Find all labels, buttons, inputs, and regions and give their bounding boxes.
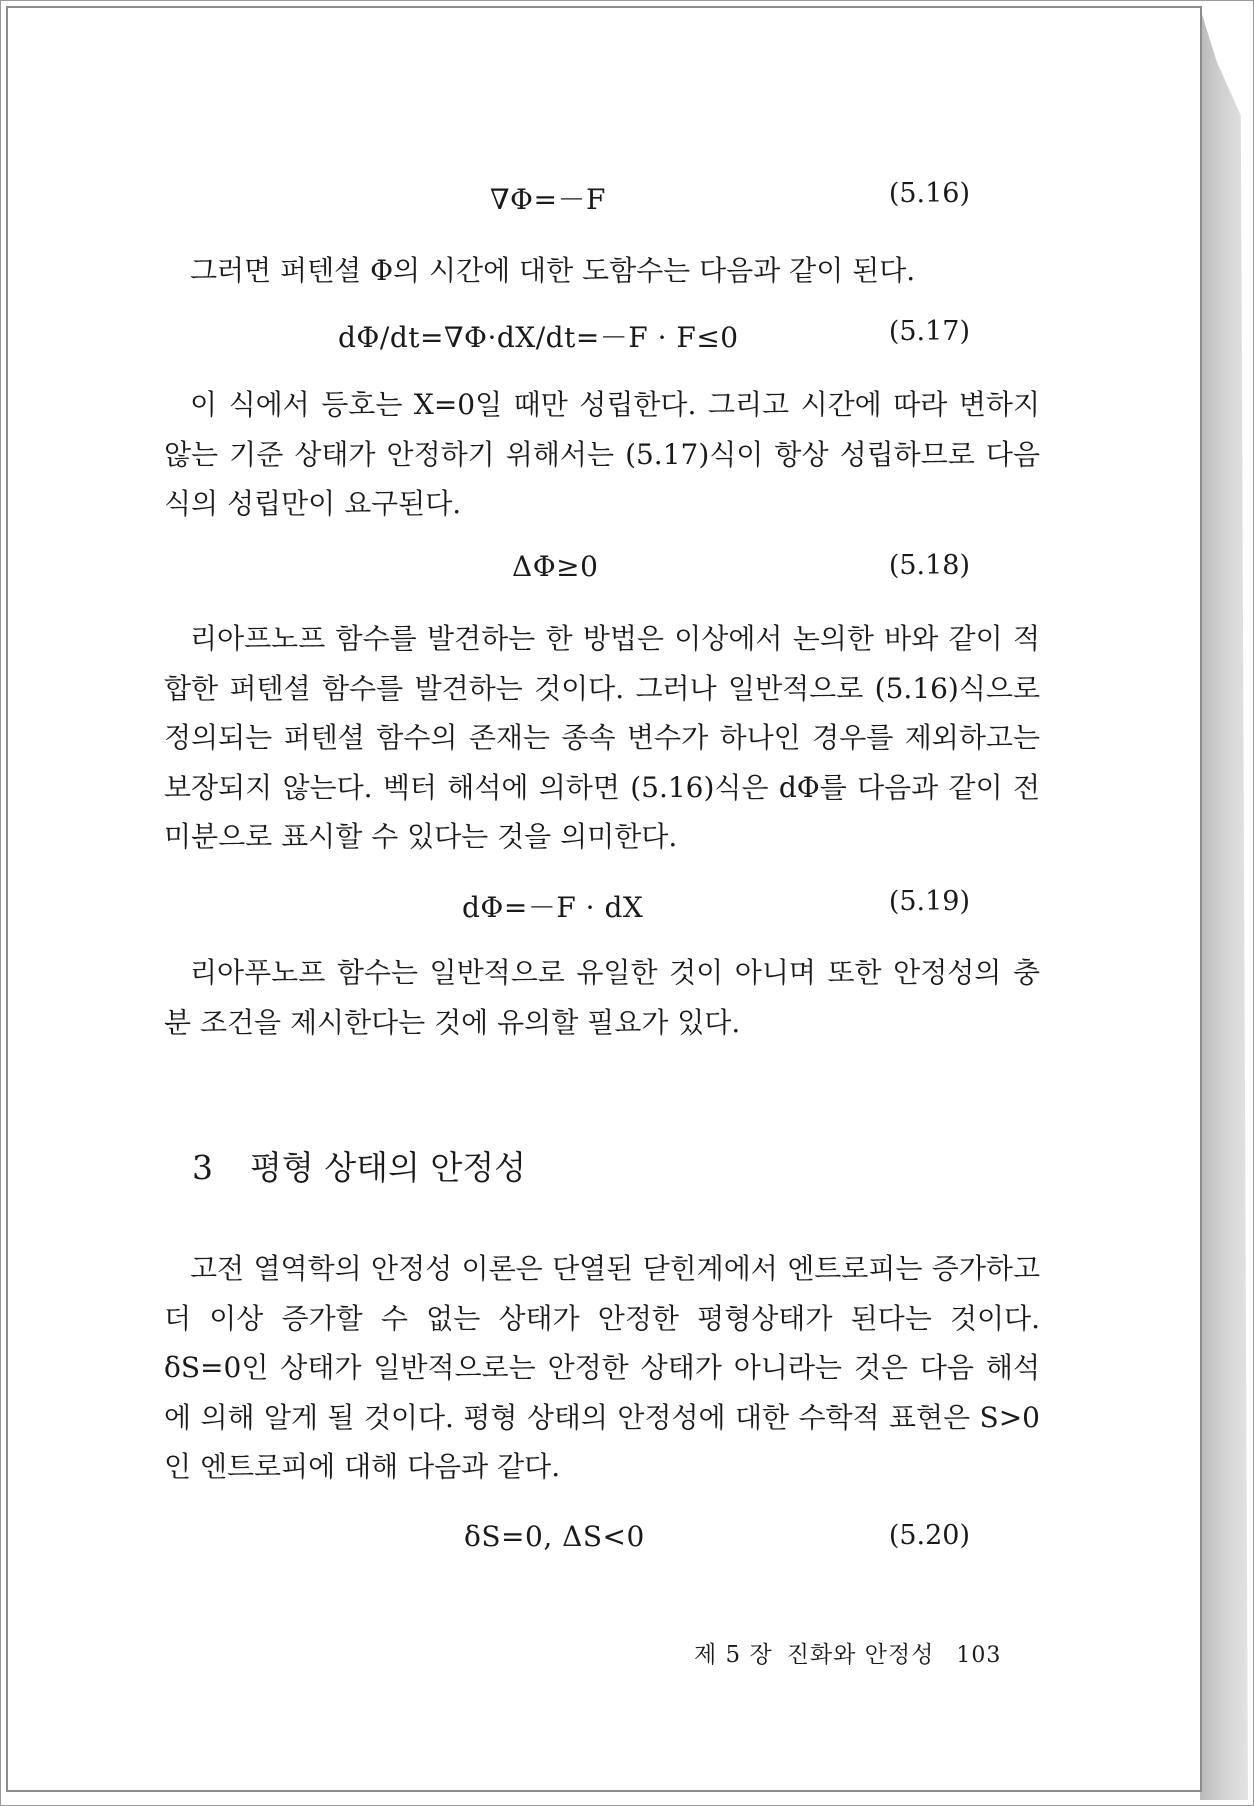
equation-5-18: ΔΦ≥0 (512, 550, 599, 583)
footer-chapter-title: 진화와 안정성 (786, 1642, 935, 1668)
equation-5-19: dΦ=－F · dX (462, 891, 644, 924)
running-footer (694, 1636, 1001, 1669)
paragraph: 그러면 퍼텐셜 Φ의 시간에 대한 도함수는 다음과 같이 된다. (190, 254, 916, 287)
equation-number: (5.16) (888, 178, 970, 209)
equation-number: (5.17) (888, 316, 970, 347)
equation-number: (5.19) (888, 886, 970, 917)
section-heading (192, 1142, 526, 1189)
equation-5-17: dΦ/dt=∇Φ·dX/dt=－F · F≤0 (338, 321, 739, 354)
page-number: 103 (956, 1643, 1002, 1668)
equation-number: (5.20) (888, 1520, 970, 1551)
paragraph: 리아프노프 함수를 발견하는 한 방법은 이상에서 논의한 바와 같이 적합한 퍼텐셜 함수를 발견하는 것이다. 그러나 일반적으로 (5.16)식으로 정의되는 퍼텐셜 함수의 존재는 종속 변수가 하나인 경우를 제외하고는 보장되지 않는다. 벡터 해석에 의하면 (5.16)식은 dΦ를 다음과 같이 전미분으로 표시할 수 있다는 것을 의미한다. (164, 622, 1040, 853)
book-page (6, 6, 1202, 1792)
paragraph: 리아푸노프 함수는 일반적으로 유일한 것이 아니며 또한 안정성의 충분 조건을 제시한다는 것에 유의할 필요가 있다. (164, 956, 1040, 1039)
paragraph: 이 식에서 등호는 X=0일 때만 성립한다. 그리고 시간에 따라 변하지 않는 기준 상태가 안정하기 위해서는 (5.17)식이 항상 성립하므로 다음 식의 성립만이 요구된다. (164, 388, 1040, 520)
footer-chapter: 제 5 장 (694, 1642, 773, 1668)
equation-number: (5.18) (888, 550, 970, 581)
section-title: 평형 상태의 안정성 (250, 1148, 527, 1187)
paragraph: 고전 열역학의 안정성 이론은 단열된 닫힌계에서 엔트로피는 증가하고 더 이상 증가할 수 없는 상태가 안정한 평형상태가 된다는 것이다. δS=0인 상태가 일반적으로는 안정한 상태가 아니라는 것은 다음 해석에 의해 알게 될 것이다. 평형 상태의 안정성에 대한 수학적 표현은 S>0인 엔트로피에 대해 다음과 같다. (164, 1252, 1040, 1483)
equation-5-20: δS=0, ΔS<0 (464, 1520, 645, 1553)
equation-5-16: ∇Φ=－F (490, 183, 606, 216)
section-number: 3 (192, 1148, 213, 1187)
page-edge-shadow (1200, 8, 1248, 1800)
